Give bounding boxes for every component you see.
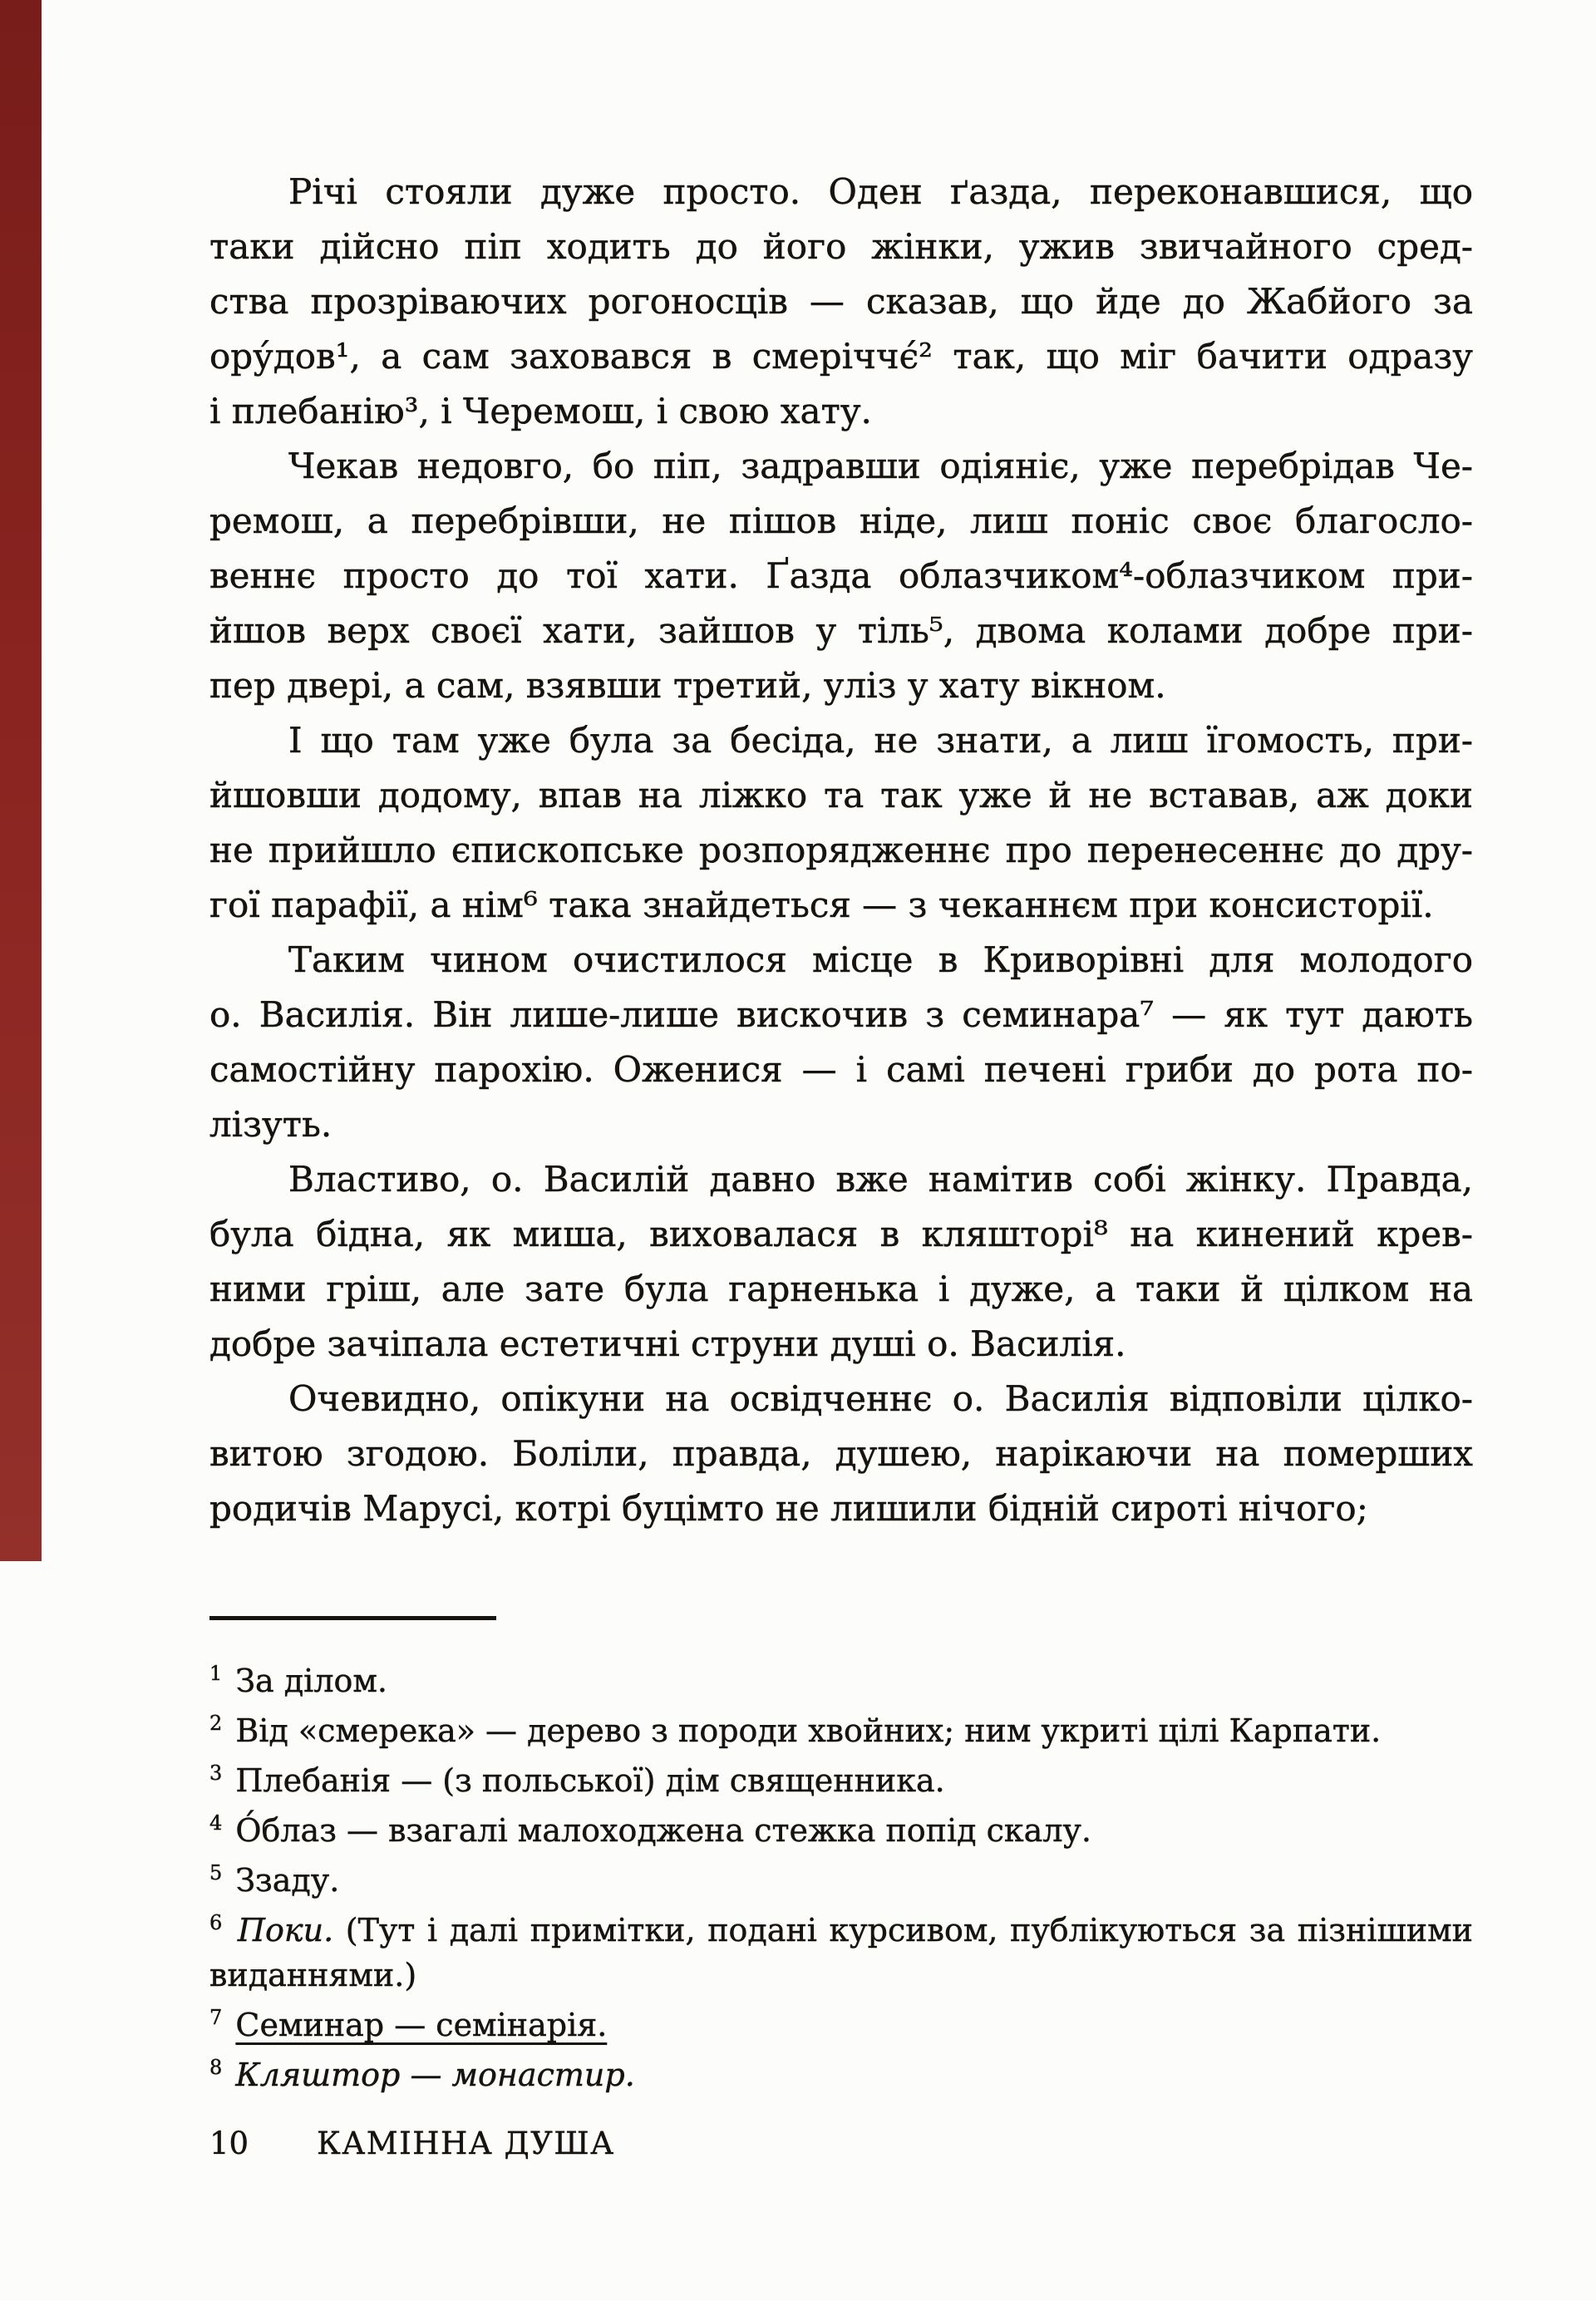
text-line: була бідна, як миша, виховалася в кляшторі⁸ на кинений крев-: [209, 1214, 1473, 1254]
running-title: КАМІННА ДУША: [317, 2126, 615, 2161]
text-line: добре зачіпала естетичні струни душі о. Василія.: [209, 1323, 1126, 1364]
text-line: Властиво, о. Василій давно вже намітив собі жінку. Правда,: [288, 1159, 1473, 1200]
text-line: лізуть.: [209, 1104, 332, 1145]
paragraph: [209, 439, 1473, 713]
text-line: ору́дов¹, а сам заховався в смеріччє́² так, що міг бачити одразу: [209, 336, 1473, 377]
footnote-text: Кляштор — монастир.: [235, 2057, 635, 2093]
footnote-text: Поки.: [237, 1912, 334, 1949]
footnote-marker: 4: [209, 1811, 223, 1835]
footnote-separator-rule: [209, 1616, 496, 1620]
footnote-text: О́блаз — взагалі малоходжена стежка попід скалу.: [235, 1812, 1091, 1849]
footnote-marker: 1: [209, 1662, 223, 1686]
text-line: йшов верх своєї хати, зайшов у тіль⁵, двома колами добре при-: [209, 610, 1473, 651]
text-line: самостійну парохію. Оженися — і самі печені гриби до рота по-: [209, 1049, 1473, 1090]
paragraph: [209, 933, 1473, 1152]
text-line: о. Василія. Він лише-лише вискочив з семинара⁷ — як тут дають: [209, 994, 1473, 1035]
book-spine-edge: [0, 0, 42, 1561]
text-line: витою згодою. Боліли, правда, душею, нарікаючи на померших: [209, 1433, 1473, 1474]
footnote: [209, 2052, 1473, 2097]
footnote-text: За ділом.: [235, 1663, 387, 1699]
text-line: Таким чином очистилося місце в Криворівні для молодого: [288, 939, 1473, 980]
footnote-marker: 6: [209, 1911, 223, 1935]
footnote: [209, 1708, 1473, 1753]
text-line: ства прозріваючих рогоносців — сказав, що йде до Жабйого за: [209, 281, 1473, 322]
footnote: [209, 1808, 1473, 1853]
text-line: Чекав недовго, бо піп, задравши одіяніє, уже перебрідав Че-: [288, 446, 1473, 486]
text-line: і плебанію³, і Черемош, і свою хату.: [209, 391, 872, 431]
footnote-marker: 3: [209, 1761, 223, 1786]
paragraph: [209, 165, 1473, 439]
text-line: Очевидно, опікуни на освідченнє о. Василія відповіли цілко-: [288, 1378, 1473, 1419]
footnote-text: (Тут і далі примітки, подані курсивом, публікуються за пізнішими виданнями.): [209, 1912, 1473, 1993]
body-text: [209, 165, 1473, 1536]
text-line: таки дійсно піп ходить до його жінки, ужив звичайного сред-: [209, 226, 1473, 267]
text-line: І що там уже була за бесіда, не знати, а лиш їгомость, при-: [288, 720, 1473, 761]
text-line: веннє просто до тої хати. Ґазда облазчиком⁴-облазчиком при-: [209, 555, 1473, 596]
footnote-marker: 7: [209, 2006, 223, 2030]
footnote-marker: 5: [209, 1861, 223, 1885]
footnote-text: Ззаду.: [235, 1862, 340, 1899]
footnote-text: Семинар — семінарія.: [235, 2007, 608, 2043]
text-line: родичів Марусі, котрі буцімто не лишили бідній сироті нічого;: [209, 1488, 1368, 1529]
footnote-text: Від «смерека» — дерево з породи хвойних; ним укриті цілі Карпати.: [235, 1712, 1382, 1749]
page-content: [209, 165, 1473, 2161]
footnote: [209, 2003, 1473, 2047]
footnote: [209, 1908, 1473, 1998]
footnote-marker: 2: [209, 1712, 223, 1736]
paragraph: [209, 713, 1473, 933]
text-line: гої парафії, а нім⁶ така знайдеться — з чеканнєм при консисторії.: [209, 884, 1434, 925]
text-line: Річі стояли дуже просто. Оден ґазда, переконавшися, що: [288, 171, 1473, 212]
footnote-marker: 8: [209, 2056, 223, 2080]
text-line: не прийшло єпископське розпорядженнє про перенесеннє до дру-: [209, 830, 1473, 870]
footnotes: [209, 1658, 1473, 2097]
paragraph: [209, 1152, 1473, 1372]
text-line: йшовши додому, впав на ліжко та так уже й не вставав, аж доки: [209, 775, 1473, 815]
footnote: [209, 1758, 1473, 1803]
page-footer: [209, 2126, 1473, 2161]
footnote: [209, 1658, 1473, 1703]
page-number: 10: [209, 2126, 249, 2161]
text-line: ремош, а перебрівши, не пішов ніде, лиш поніс своє благосло-: [209, 500, 1473, 541]
paragraph: [209, 1372, 1473, 1536]
footnote-text: Плебанія — (з польської) дім священника.: [235, 1762, 945, 1799]
text-line: пер двері, а сам, взявши третий, уліз у хату вікном.: [209, 665, 1166, 706]
footnote: [209, 1858, 1473, 1903]
text-line: ними гріш, але зате була гарненька і дуже, а таки й цілком на: [209, 1269, 1473, 1309]
